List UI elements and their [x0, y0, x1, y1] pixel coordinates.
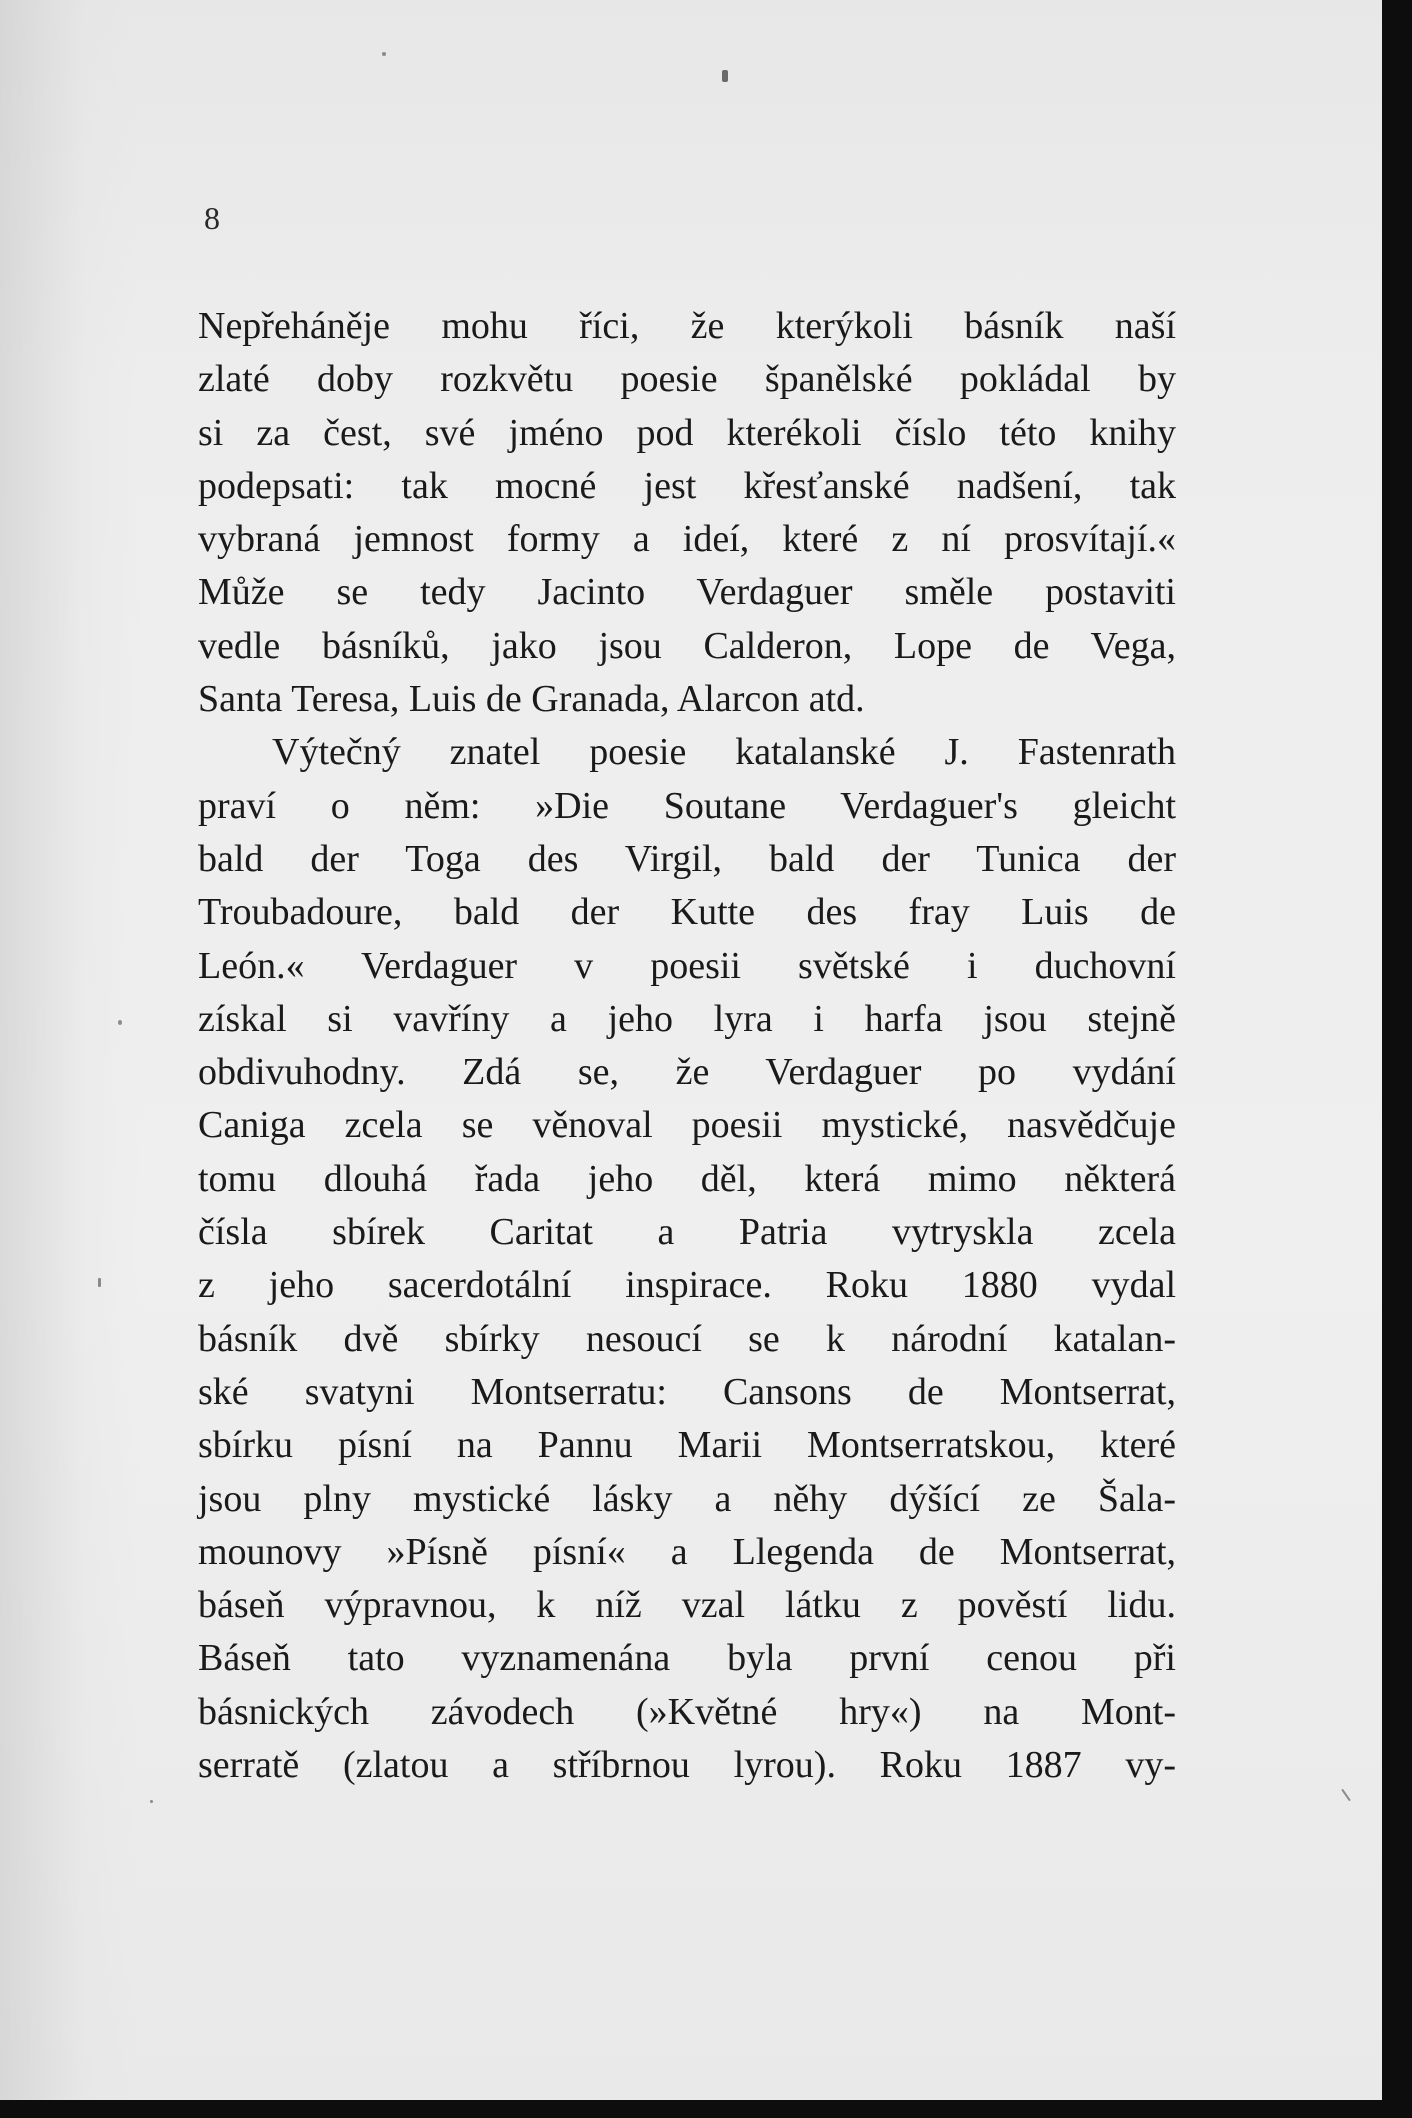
- body-text: [198, 300, 1176, 1792]
- text-line: podepsati: tak mocné jest křesťanské nadšení, tak: [198, 464, 1176, 507]
- text-line: básnických závodech (»Květné hry«) na Mont-: [198, 1690, 1176, 1733]
- text-line: si za čest, své jméno pod kterékoli číslo této knihy: [198, 411, 1176, 454]
- scan-speck: [1341, 1789, 1351, 1802]
- text-line: zlaté doby rozkvětu poesie španělské pokládal by: [198, 358, 1176, 401]
- text-line: čísla sbírek Caritat a Patria vytryskla zcela: [198, 1211, 1176, 1254]
- scan-border-right: [1382, 0, 1412, 2118]
- text-line: bald der Toga des Virgil, bald der Tunica der: [198, 837, 1176, 880]
- text-line: obdivuhodny. Zdá se, že Verdaguer po vydání: [198, 1051, 1176, 1094]
- text-line: praví o něm: »Die Soutane Verdaguer's gleicht: [198, 784, 1176, 827]
- text-line: Troubadoure, bald der Kutte des fray Luis de: [198, 891, 1176, 934]
- text-line: sbírku písní na Pannu Marii Montserratskou, které: [198, 1424, 1176, 1467]
- text-line: básník dvě sbírky nesoucí se k národní katalan-: [198, 1317, 1176, 1360]
- text-line: Báseň tato vyznamenána byla první cenou při: [198, 1637, 1176, 1680]
- text-line: z jeho sacerdotální inspirace. Roku 1880 vydal: [198, 1264, 1176, 1307]
- scan-border-bottom: [0, 2100, 1412, 2118]
- text-line: ské svatyni Montserratu: Cansons de Montserrat,: [198, 1370, 1176, 1413]
- text-line: Výtečný znatel poesie katalanské J. Fastenrath: [272, 731, 1176, 774]
- text-line: Nepřeháněje mohu říci, že kterýkoli básník naší: [198, 305, 1176, 347]
- text-line: mounovy »Písně písní« a Llegenda de Montserrat,: [198, 1530, 1176, 1573]
- scan-speck: [382, 52, 386, 56]
- scan-speck: [118, 1020, 122, 1025]
- page-number: 8: [204, 200, 220, 236]
- text-line: báseň výpravnou, k níž vzal látku z pověstí lidu.: [198, 1584, 1176, 1627]
- text-line: vybraná jemnost formy a ideí, které z ní prosvítají.«: [198, 518, 1176, 561]
- text-line: Santa Teresa, Luis de Granada, Alarcon atd.: [198, 678, 865, 721]
- text-line: jsou plny mystické lásky a něhy dýšící ze Šala-: [198, 1477, 1176, 1520]
- text-line: získal si vavříny a jeho lyra i harfa jsou stejně: [198, 997, 1176, 1040]
- text-line: León.« Verdaguer v poesii světské i duchovní: [198, 944, 1176, 987]
- text-line: Může se tedy Jacinto Verdaguer směle postaviti: [198, 571, 1176, 614]
- text-line: Caniga zcela se věnoval poesii mystické, nasvědčuje: [198, 1104, 1176, 1147]
- scan-speck: [150, 1800, 153, 1803]
- text-line: serratě (zlatou a stříbrnou lyrou). Roku 1887 vy-: [198, 1744, 1176, 1787]
- scan-speck: [98, 1278, 101, 1287]
- text-line: tomu dlouhá řada jeho děl, která mimo některá: [198, 1157, 1176, 1200]
- text-line: vedle básníků, jako jsou Calderon, Lope de Vega,: [198, 624, 1176, 667]
- scan-speck: [722, 70, 728, 82]
